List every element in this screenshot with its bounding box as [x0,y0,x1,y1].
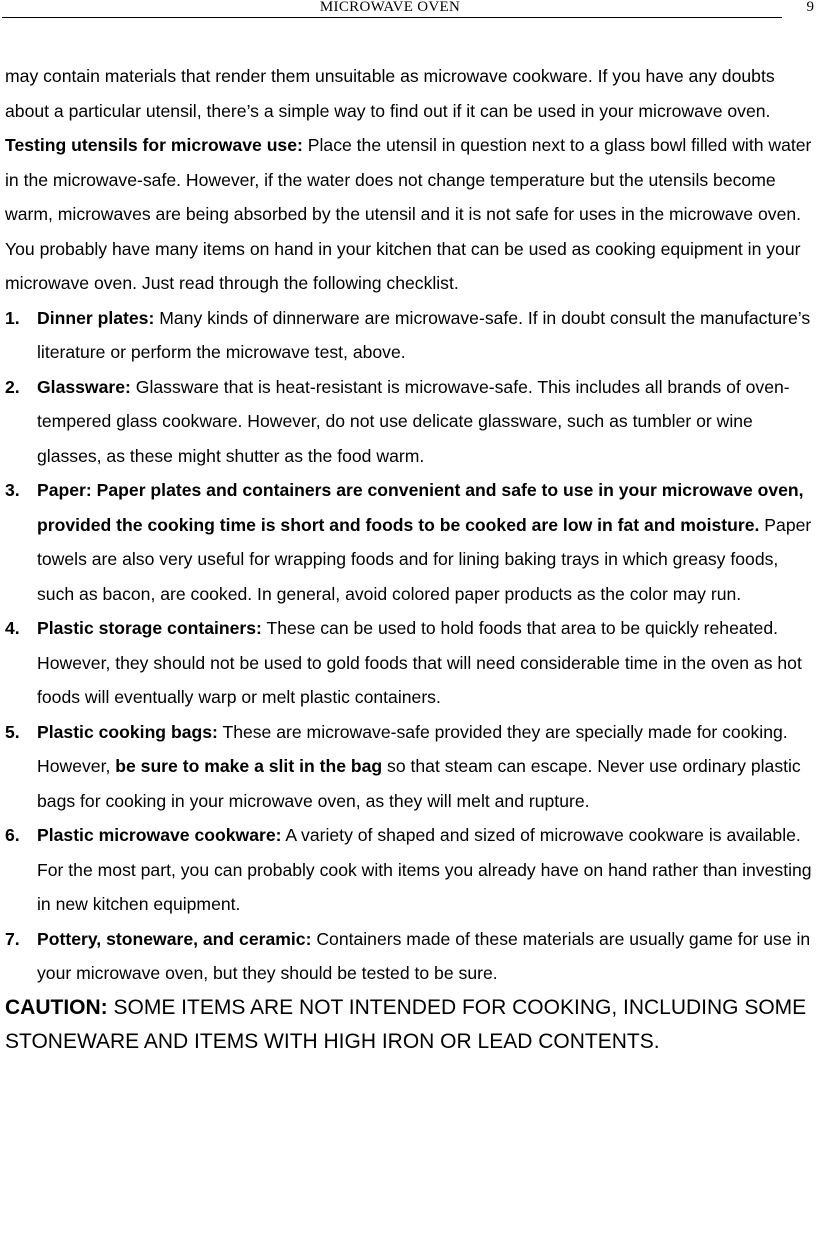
list-item [5,611,816,715]
item-text: These are microwave-safe provided they are specially made for cooking. However, [37,721,788,776]
item-title: Glassware: [37,376,131,397]
item-number: 4. [5,618,20,638]
page-body [5,59,816,1059]
item-text: Paper towels are also very useful for wrapping foods and for lining baking trays in which greasy foods, such as bacon, are cooked. In general, avoid colored paper products as the color may run. [37,514,812,604]
item-text-after: so that steam can escape. Never use ordinary plastic bags for cooking in your microwave oven, as they will melt and rupture. [37,756,801,811]
item-number: 3. [5,480,20,500]
item-number: 7. [5,928,20,949]
item-text: A variety of shaped and sized of microwave cookware is available. For the most part, you can probably cook with items you already have on hand rather than investing in new kitchen equipment. [37,825,812,914]
testing-heading: Testing utensils for microwave use: [5,135,303,155]
item-text: Many kinds of dinnerware are microwave-safe. If in doubt consult the manufacture’s literature or perform the microwave test, above. [37,307,811,362]
list-item [5,922,816,991]
item-title: Plastic microwave cookware: [37,825,282,845]
testing-paragraph [5,128,816,301]
intro-paragraph [5,59,816,128]
page-header [0,0,816,20]
header-title: MICROWAVE OVEN [319,0,461,15]
item-title: Paper: Paper plates and containers are convenient and safe to use in your microwave oven, provided the cooking time is short and foods to be cooked are low in fat and moisture. [37,480,804,535]
item-text: These can be used to hold foods that area to be quickly reheated. However, they should not be used to gold foods that will need considerable time in the oven as hot foods will eventually warp or melt plastic containers. [37,618,802,707]
testing-text: Place the utensil in question next to a glass bowl filled with water in the microwave-safe. However, if the water does not change temperature but the utensils become warm, microwaves are being absorbed by the utensil and it is not safe for uses in the microwave oven. You probably have many items on hand in your kitchen that can be used as cooking equipment in your microwave oven. Just read through the following checklist. [5,135,812,293]
item-number: 6. [5,825,20,845]
list-item [5,473,816,611]
page-number: 9 [806,0,814,15]
item-number: 2. [5,376,20,397]
list-item [5,370,816,474]
item-title: Plastic cooking bags: [37,721,218,742]
caution-text: SOME ITEMS ARE NOT INTENDED FOR COOKING, INCLUDING SOME STONEWARE AND ITEMS WITH HIGH IRON OR LEAD CONTENTS. [5,995,807,1053]
item-title: Pottery, stoneware, and ceramic: [37,928,312,949]
item-text: Glassware that is heat-resistant is microwave-safe. This includes all brands of oven-tempered glass cookware. However, do not use delicate glassware, such as tumbler or wine glasses, as these might shutter as the food warm. [37,376,790,466]
caution-label: CAUTION: [5,995,108,1019]
header-rule [2,17,782,18]
list-item [5,301,816,370]
item-title: Plastic storage containers: [37,618,262,638]
item-text: Containers made of these materials are usually game for use in your microwave oven, but they should be tested to be sure. [37,928,811,983]
item-emphasis: be sure to make a slit in the bag [115,756,383,776]
intro-text: may contain materials that render them unsuitable as microwave cookware. If you have any doubts about a particular utensil, there’s a simple way to find out if it can be used in your microwave oven. [5,66,775,121]
caution-paragraph [5,991,816,1059]
item-number: 5. [5,721,20,742]
item-title: Dinner plates: [37,307,155,328]
list-item [5,818,816,922]
item-number: 1. [5,307,20,328]
list-item [5,715,816,819]
